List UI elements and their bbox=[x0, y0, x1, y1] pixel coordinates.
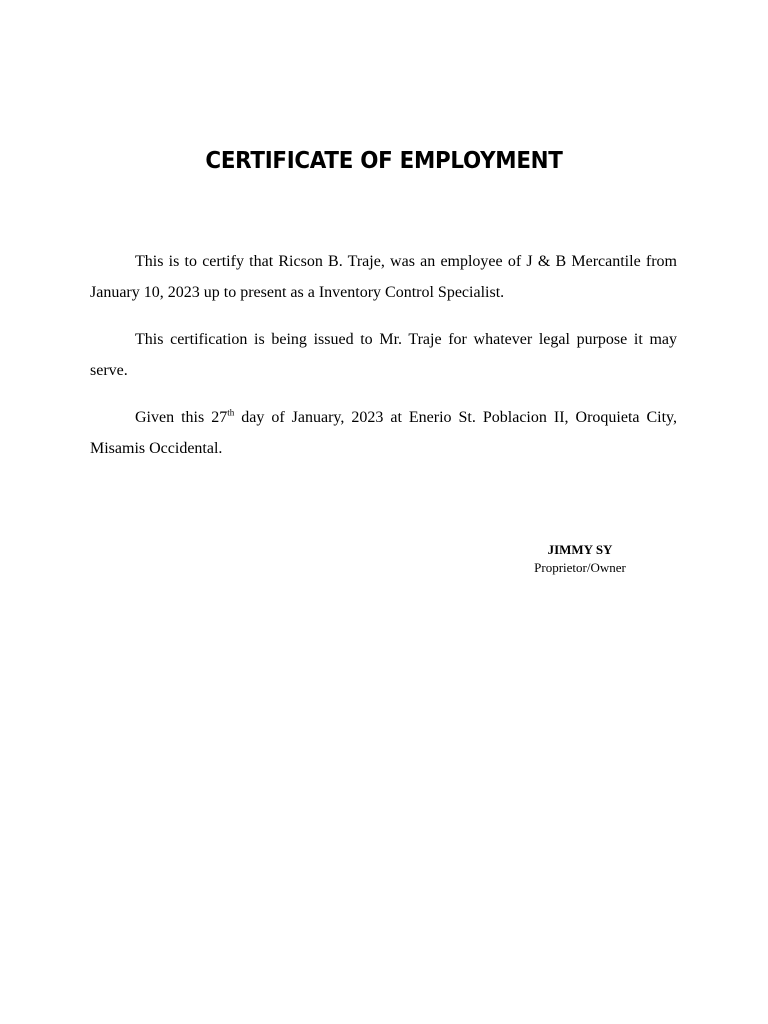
signatory-name: JIMMY SY bbox=[547, 542, 613, 557]
purpose-paragraph: This certification is being issued to Mr. Traje for whatever legal purpose it may serve. bbox=[90, 331, 677, 379]
certification-paragraph: This is to certify that Ricson B. Traje, was an employee of J & B Mercantile from January 10, 2023 up to present as a Inventory Control Specialist. bbox=[90, 253, 677, 301]
ordinal-suffix: th bbox=[227, 407, 235, 418]
signature-block bbox=[500, 541, 660, 577]
signatory-role: Proprietor/Owner bbox=[534, 560, 626, 575]
issuance-paragraph bbox=[90, 402, 677, 464]
issuance-suffix: day of January, 2023 at Enerio St. Poblacion II, Oroquieta City, Misamis Occidental. bbox=[90, 409, 678, 457]
issuance-prefix: Given this 27 bbox=[135, 409, 228, 426]
document-title: CERTIFICATE OF EMPLOYMENT bbox=[205, 148, 563, 174]
